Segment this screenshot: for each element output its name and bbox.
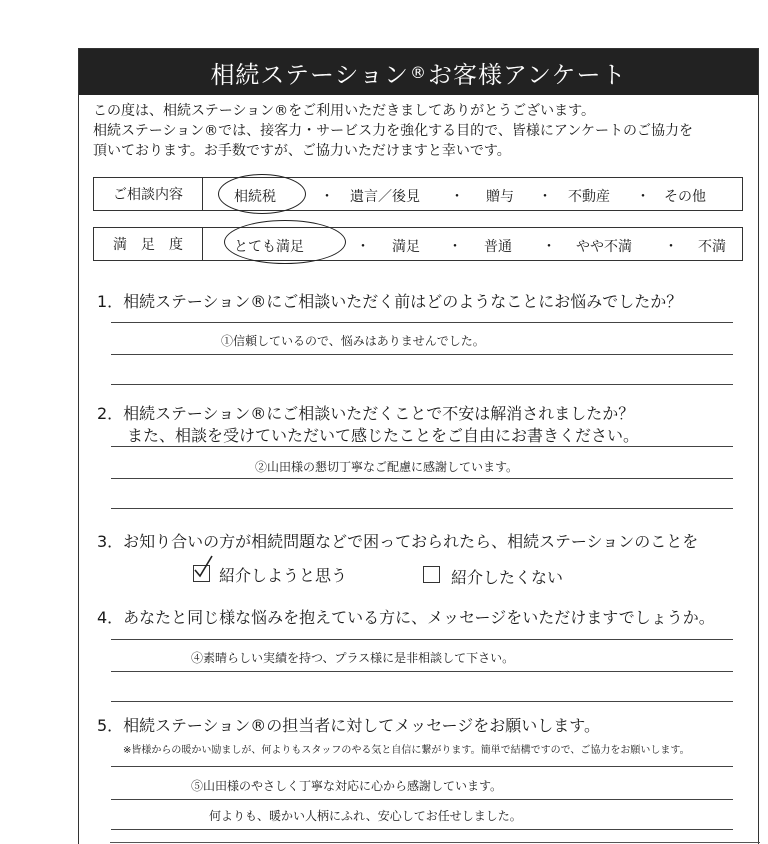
answer-line: [111, 354, 733, 355]
satisfaction-option-very-satisfied[interactable]: とても満足: [234, 239, 304, 255]
satisfaction-label: 満 足 度: [94, 228, 203, 260]
question-2: 2．相続ステーション®にご相談いただくことで不安は解消されましたか？: [97, 404, 635, 423]
answer-line: [111, 799, 733, 800]
registered-mark: ®: [410, 62, 427, 82]
selection-circle: [224, 220, 346, 264]
separator: ・: [320, 189, 334, 205]
question-3: 3．お知り合いの方が相続問題などで困っておられたら、相続ステーションのことを: [97, 532, 699, 551]
answer-5-line-2: 何よりも、暖かい人柄にふれ、安心してお任せしました。: [209, 809, 522, 823]
satisfaction-option-satisfied[interactable]: 満足: [392, 239, 420, 255]
answer-line: [111, 322, 733, 323]
question-5-note: ※皆様からの暖かい励ましが、何よりもスタッフのやる気と自信に繋がります。簡単で結構ですので、ご協力をお願いします。: [123, 745, 690, 756]
refer-yes-label: 紹介しようと思う: [219, 566, 348, 585]
intro-line-2: 相続ステーション®では、接客力・サービス力を強化する目的で、皆様にアンケートのご協力を: [93, 123, 694, 139]
answer-1: ①信頼しているので、悩みはありませんでした。: [221, 334, 485, 348]
answer-4: ④素晴らしい実績を持つ、プラス様に是非相談して下さい。: [191, 651, 515, 665]
consult-label: ご相談内容: [94, 178, 203, 210]
separator: ・: [664, 239, 678, 255]
satisfaction-option-neutral[interactable]: 普通: [484, 239, 512, 255]
question-5: 5．相続ステーション®の担当者に対してメッセージをお願いします。: [97, 716, 600, 735]
consult-option-other[interactable]: その他: [664, 189, 706, 205]
answer-5-line-1: ⑤山田様のやさしく丁寧な対応に心から感謝しています。: [191, 779, 503, 793]
separator: ・: [450, 189, 464, 205]
consult-row: [93, 177, 743, 211]
satisfaction-row: [93, 227, 743, 261]
title-text: 相続ステーション: [210, 60, 409, 89]
consult-option-will[interactable]: 遺言／後見: [350, 189, 420, 205]
answer-line: [111, 671, 733, 672]
satisfaction-option-unsatisfied[interactable]: 不満: [698, 239, 726, 255]
consult-option-inheritance-tax[interactable]: 相続税: [234, 189, 276, 205]
answer-line: [111, 446, 733, 447]
selection-circle: [218, 174, 306, 214]
answer-line: [111, 766, 733, 767]
survey-sheet: [78, 48, 759, 844]
answer-line: [111, 829, 733, 830]
question-2-sub: また、相談を受けていただいて感じたことをご自由にお書きください。: [127, 426, 640, 445]
intro-line-3: 頂いております。お手数ですが、ご協力いただけますと幸いです。: [93, 143, 511, 159]
title-text-2: お客様アンケート: [428, 60, 627, 89]
answer-2: ②山田様の懇切丁寧なご配慮に感謝しています。: [255, 460, 519, 474]
page-bottom-edge: [110, 842, 760, 843]
satisfaction-option-somewhat-unsatisfied[interactable]: やや不満: [576, 239, 632, 255]
separator: ・: [542, 239, 556, 255]
survey-title: [79, 49, 758, 95]
refer-no-label: 紹介したくない: [451, 568, 564, 587]
refer-yes-checkbox[interactable]: [193, 565, 210, 582]
answer-line: [111, 639, 733, 640]
question-1: 1．相続ステーション®にご相談いただく前はどのようなことにお悩みでしたか？: [97, 292, 683, 311]
refer-no-checkbox[interactable]: [423, 566, 440, 583]
intro-text: [93, 101, 693, 161]
answer-line: [111, 384, 733, 385]
separator: ・: [356, 239, 370, 255]
consult-option-real-estate[interactable]: 不動産: [568, 189, 610, 205]
check-mark-icon: [192, 554, 214, 580]
answer-line: [111, 508, 733, 509]
intro-line-1: この度は、相続ステーション®をご利用いただきましてありがとうございます。: [93, 103, 596, 119]
separator: ・: [538, 189, 552, 205]
consult-option-gift[interactable]: 贈与: [486, 189, 514, 205]
question-4: 4．あなたと同じ様な悩みを抱えている方に、メッセージをいただけますでしょうか。: [97, 608, 715, 627]
answer-line: [111, 701, 733, 702]
separator: ・: [448, 239, 462, 255]
answer-line: [111, 478, 733, 479]
separator: ・: [636, 189, 650, 205]
